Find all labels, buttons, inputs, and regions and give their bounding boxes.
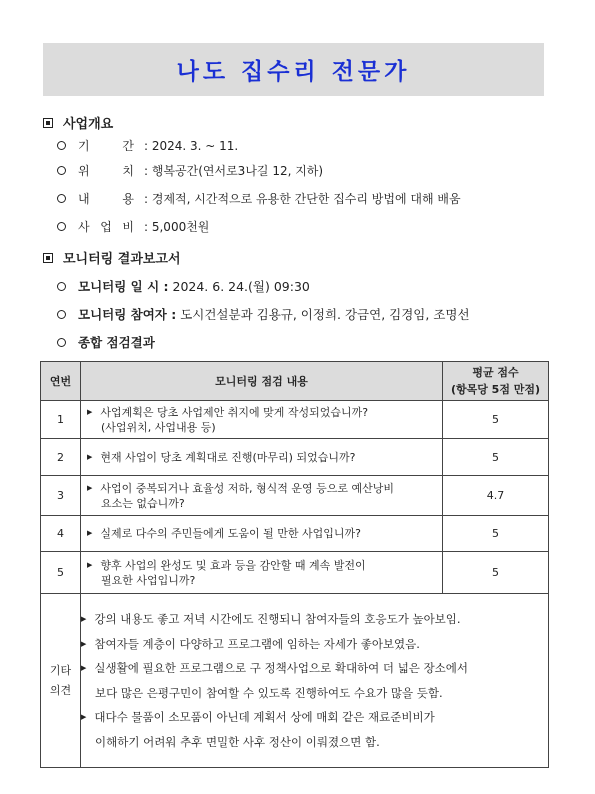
opinion-item: ▶ 참여자들 계층이 다양하고 프로그램에 임하는 자세가 좋아보였음. bbox=[81, 636, 420, 651]
opinion-item-continued: 보다 많은 은평구민이 참여할 수 있도록 진행하여도 수요가 많을 듯함. bbox=[95, 685, 443, 700]
row-no: 1 bbox=[41, 401, 81, 439]
location-value: : 행복공간(연서로3나길 12, 지하) bbox=[144, 164, 324, 178]
datetime-value: 2024. 6. 24.(월) 09:30 bbox=[168, 279, 310, 294]
opinion-item: ▶ 실생활에 필요한 프로그램으로 구 정책사업으로 확대하여 더 넓은 장소에서 bbox=[81, 661, 469, 675]
row-question: ▶ 현재 사업이 당초 계획대로 진행(마무리) 되었습니까? bbox=[81, 439, 443, 476]
title-banner bbox=[43, 43, 544, 96]
monitoring-result-table bbox=[40, 361, 549, 768]
opinion-item: ▶ 대다수 물품이 소모품이 아닌데 계획서 상에 매회 같은 재료준비비가 bbox=[81, 710, 435, 724]
circle-bullet-icon bbox=[57, 338, 66, 347]
budget-label: 사 업 비 bbox=[78, 220, 134, 234]
budget-value: : 5,000천원 bbox=[144, 220, 210, 234]
row-no: 3 bbox=[41, 476, 81, 516]
row-no: 4 bbox=[41, 516, 81, 552]
overview-budget bbox=[57, 218, 209, 235]
row-score: 5 bbox=[443, 516, 549, 552]
table-row bbox=[41, 552, 549, 594]
table-header-row bbox=[41, 362, 549, 401]
row-score: 5 bbox=[443, 439, 549, 476]
triangle-bullet-icon: ▶ bbox=[81, 615, 87, 623]
monitoring-datetime bbox=[57, 277, 310, 295]
triangle-bullet-icon: ▶ bbox=[87, 407, 93, 416]
triangle-bullet-icon: ▶ bbox=[87, 529, 93, 537]
triangle-bullet-icon: ▶ bbox=[81, 664, 87, 672]
period-label: 기 간 bbox=[78, 139, 134, 153]
datetime-label: 모니터링 일 시 : bbox=[78, 279, 169, 294]
monitoring-summary bbox=[57, 333, 155, 351]
circle-bullet-icon bbox=[57, 222, 66, 231]
participants-value: 도시건설분과 김용규, 이정희. 강금연, 김경임, 조명선 bbox=[176, 307, 470, 322]
row-score: 5 bbox=[443, 552, 549, 594]
circle-bullet-icon bbox=[57, 141, 66, 150]
triangle-bullet-icon: ▶ bbox=[87, 483, 93, 492]
circle-bullet-icon bbox=[57, 166, 66, 175]
table-row bbox=[41, 439, 549, 476]
participants-label: 모니터링 참여자 : bbox=[78, 307, 177, 322]
row-question: ▶ 사업계획은 당초 사업제안 취지에 맞게 작성되었습니까? (사업위치, 사업내용 등) bbox=[81, 401, 443, 439]
table-row bbox=[41, 476, 549, 516]
page-title: 나도 집수리 전문가 bbox=[176, 59, 411, 85]
overview-content bbox=[57, 190, 461, 207]
row-no: 5 bbox=[41, 552, 81, 594]
opinion-item: ▶ 강의 내용도 좋고 저녁 시간에도 진행되니 참여자들의 호응도가 높아보임. bbox=[81, 612, 461, 626]
header-no: 연번 bbox=[41, 362, 81, 401]
triangle-bullet-icon: ▶ bbox=[87, 452, 93, 461]
row-no: 2 bbox=[41, 439, 81, 476]
overview-period bbox=[57, 137, 238, 154]
row-score: 5 bbox=[443, 401, 549, 439]
header-score: 평균 점수 (항목당 5점 만점) bbox=[443, 362, 549, 401]
section-monitoring-heading: 모니터링 결과보고서 bbox=[43, 248, 181, 267]
square-bullet-icon bbox=[43, 118, 53, 128]
opinion-content bbox=[81, 594, 549, 768]
section-overview-heading: 사업개요 bbox=[43, 113, 113, 132]
header-content: 모니터링 점검 내용 bbox=[81, 362, 443, 401]
triangle-bullet-icon: ▶ bbox=[81, 713, 87, 721]
circle-bullet-icon bbox=[57, 194, 66, 203]
triangle-bullet-icon: ▶ bbox=[81, 639, 87, 648]
table-row-opinions bbox=[41, 594, 549, 768]
overview-location bbox=[57, 162, 323, 179]
content-label: 내 용 bbox=[78, 192, 134, 206]
location-label: 위 치 bbox=[78, 164, 134, 178]
circle-bullet-icon bbox=[57, 282, 66, 291]
monitoring-participants bbox=[57, 305, 470, 323]
summary-label: 종합 점검결과 bbox=[78, 335, 155, 350]
content-value: : 경제적, 시간적으로 유용한 간단한 집수리 방법에 대해 배움 bbox=[144, 192, 461, 206]
circle-bullet-icon bbox=[57, 310, 66, 319]
table-row bbox=[41, 401, 549, 439]
opinion-label: 기타 의견 bbox=[41, 594, 81, 768]
row-question: ▶ 실제로 다수의 주민들에게 도움이 될 만한 사업입니까? bbox=[81, 516, 443, 552]
opinion-item-continued: 이해하기 어려워 추후 면밀한 사후 정산이 이뤄졌으면 함. bbox=[95, 734, 380, 749]
square-bullet-icon bbox=[43, 253, 53, 263]
period-value: : 2024. 3. ~ 11. bbox=[144, 138, 239, 153]
triangle-bullet-icon: ▶ bbox=[87, 560, 93, 569]
table-row bbox=[41, 516, 549, 552]
row-score: 4.7 bbox=[443, 476, 549, 516]
row-question: ▶ 향후 사업의 완성도 및 효과 등을 감안할 때 계속 발전이 필요한 사업입니까? bbox=[81, 552, 443, 594]
row-question: ▶ 사업이 중복되거나 효율성 저하, 형식적 운영 등으로 예산낭비 요소는 없습니까? bbox=[81, 476, 443, 516]
